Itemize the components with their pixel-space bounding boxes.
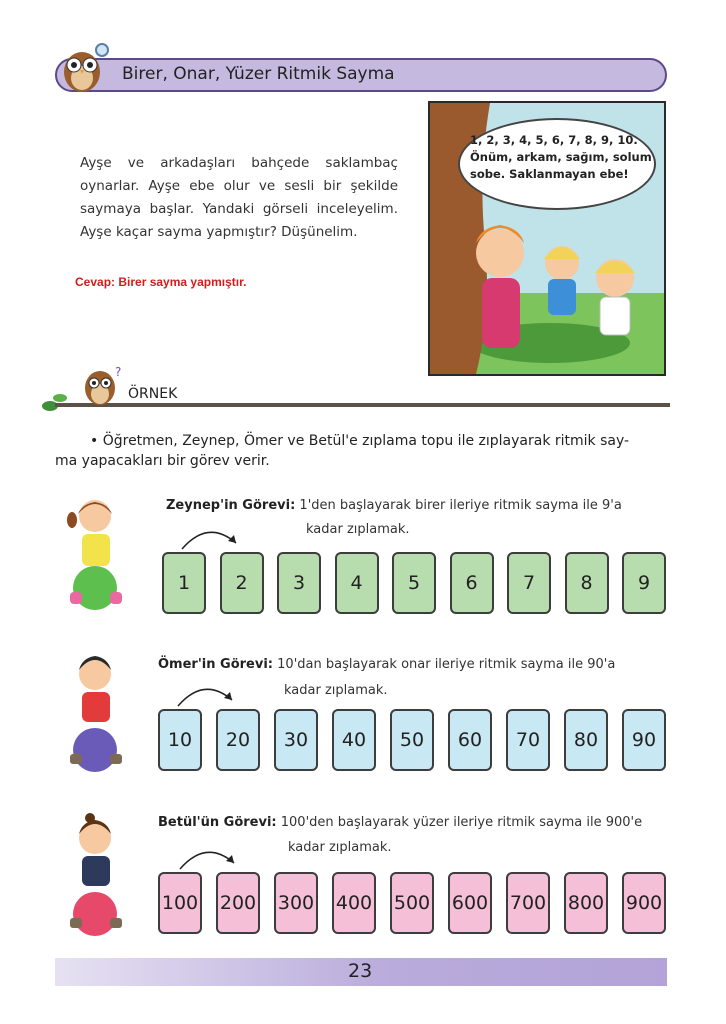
- omer-number-box: 40: [332, 709, 376, 771]
- betul-number-box: 900: [622, 872, 666, 934]
- omer-number-box: 20: [216, 709, 260, 771]
- example-instruction-line1: • Öğretmen, Zeynep, Ömer ve Betül'e zıplama topu ile zıplayarak ritmik say-: [90, 433, 630, 449]
- zeynep-illustration: [60, 492, 130, 614]
- betul-number-box: 500: [390, 872, 434, 934]
- betul-illustration: [60, 812, 130, 940]
- zeynep-task-text: [166, 498, 622, 513]
- omer-number-box: 50: [390, 709, 434, 771]
- answer-text: Cevap: Birer sayma yapmıştır.: [75, 275, 247, 289]
- intro-paragraph: Ayşe ve arkadaşları bahçede saklambaç oynarlar. Ayşe ebe olur ve sesli bir şekilde saymaya başlar. Yandaki görseli inceleyelim. Ayşe kaçar sayma yapmıştır? Düşünelim.: [80, 155, 398, 240]
- omer-number-box: 90: [622, 709, 666, 771]
- zeynep-number-box: 2: [220, 552, 264, 614]
- zeynep-task-desc-1: 1'den başlayarak birer ileriye ritmik sayma ile 9'a: [299, 498, 622, 513]
- ornek-label: ÖRNEK: [128, 386, 178, 402]
- ornek-divider: [55, 403, 670, 407]
- omer-illustration: [60, 648, 130, 776]
- zeynep-number-box: 5: [392, 552, 436, 614]
- zeynep-number-box: 6: [450, 552, 494, 614]
- betul-task-text: [158, 815, 642, 830]
- owl-icon: [58, 40, 110, 96]
- betul-number-box: 100: [158, 872, 202, 934]
- zeynep-number-box: 1: [162, 552, 206, 614]
- betul-task-name: Betül'ün Görevi:: [158, 815, 277, 830]
- betul-number-box: 400: [332, 872, 376, 934]
- jump-arrow-icon: [172, 682, 242, 710]
- zeynep-task-desc-2: kadar zıplamak.: [306, 522, 410, 537]
- speech-bubble-text: 1, 2, 3, 4, 5, 6, 7, 8, 9, 10. Önüm, arkam, sağım, solum sobe. Saklanmayan ebe!: [470, 133, 652, 181]
- zeynep-number-box: 4: [335, 552, 379, 614]
- betul-number-row: [158, 872, 666, 934]
- betul-number-box: 200: [216, 872, 260, 934]
- jump-arrow-icon: [176, 525, 246, 553]
- zeynep-number-box: 9: [622, 552, 666, 614]
- zeynep-task-name: Zeynep'in Görevi:: [166, 498, 296, 513]
- zeynep-number-box: 8: [565, 552, 609, 614]
- omer-task-desc-1: 10'dan başlayarak onar ileriye ritmik sayma ile 90'a: [277, 657, 616, 672]
- betul-task-desc-1: 100'den başlayarak yüzer ileriye ritmik sayma ile 900'e: [280, 815, 643, 830]
- betul-number-box: 700: [506, 872, 550, 934]
- omer-task-name: Ömer'in Görevi:: [158, 657, 274, 672]
- jump-arrow-icon: [174, 845, 244, 873]
- zeynep-number-box: 3: [277, 552, 321, 614]
- owl-question-icon: [80, 364, 124, 408]
- omer-number-box: 70: [506, 709, 550, 771]
- omer-number-row: [158, 709, 666, 771]
- page-number: 23: [348, 960, 373, 982]
- omer-number-box: 30: [274, 709, 318, 771]
- omer-number-box: 60: [448, 709, 492, 771]
- omer-number-box: 80: [564, 709, 608, 771]
- leaf-icon: [40, 388, 70, 414]
- omer-task-text: [158, 657, 615, 672]
- zeynep-number-box: 7: [507, 552, 551, 614]
- betul-number-box: 600: [448, 872, 492, 934]
- betul-task-desc-2: kadar zıplamak.: [288, 840, 392, 855]
- svg-text:?: ?: [115, 365, 122, 379]
- omer-number-box: 10: [158, 709, 202, 771]
- example-instruction-line2: ma yapacakları bir görev verir.: [55, 453, 270, 469]
- omer-task-desc-2: kadar zıplamak.: [284, 683, 388, 698]
- page-title: Birer, Onar, Yüzer Ritmik Sayma: [122, 64, 395, 84]
- betul-number-box: 300: [274, 872, 318, 934]
- zeynep-number-row: [162, 552, 666, 614]
- betul-number-box: 800: [564, 872, 608, 934]
